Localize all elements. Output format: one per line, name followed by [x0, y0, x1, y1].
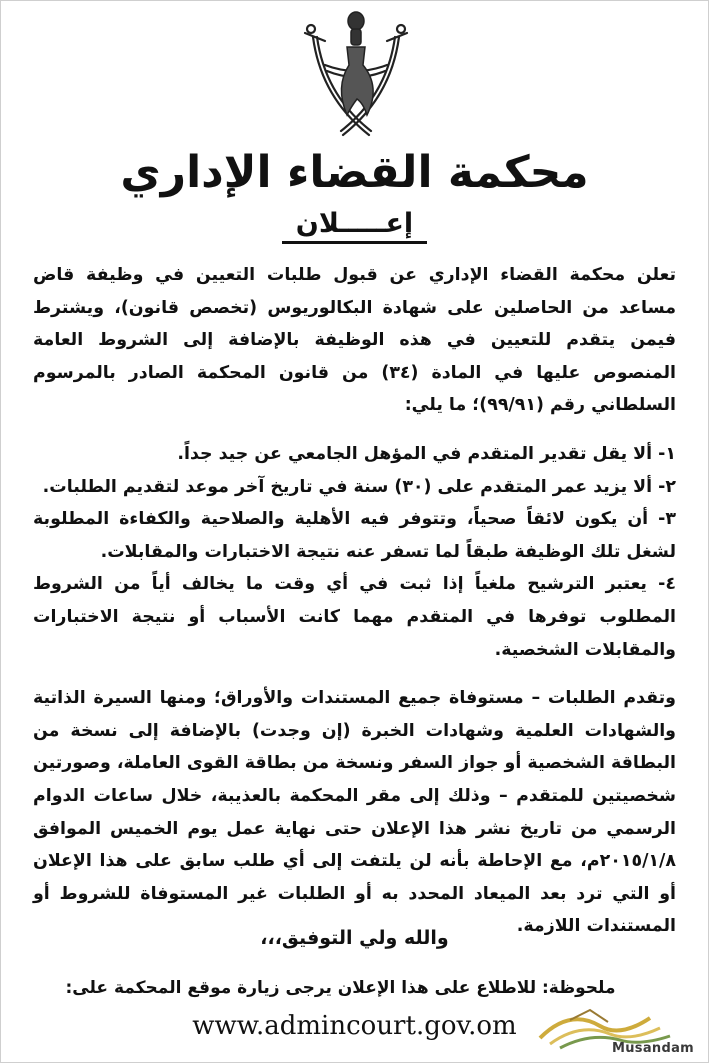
watermark-label: Musandam [612, 1041, 694, 1056]
condition-item: ٢- ألا يزيد عمر المتقدم على (٣٠) سنة في تاريخ آخر موعد لتقديم الطلبات. [42, 476, 676, 497]
intro-paragraph: تعلن محكمة القضاء الإداري عن قبول طلبات التعيين في وظيفة قاض مساعد من الحاصلين على شهادة البكالوريوس (تخصص قانون)، ويشترط فيمن يتقدم للتعيين في هذه الوظيفة بالإضافة إلى الشروط العامة المنصوص عليها في المادة (٣٤) من قانون المحكمة الصادر بالمرسوم السلطاني رقم (٩٩/٩١)؛ ما يلي: [33, 265, 676, 416]
closing-line: والله ولي التوفيق،،، [260, 927, 449, 949]
oman-khanjar-emblem-icon [291, 7, 421, 147]
website-link[interactable]: www.admincourt.gov.om [192, 1011, 517, 1041]
page-title: محكمة القضاء الإداري [120, 147, 589, 198]
announcement-heading [1, 206, 708, 242]
note-line: ملحوظة: للاطلاع على هذا الإعلان يرجى زيارة موقع المحكمة على: [65, 978, 616, 998]
submission-paragraph: وتقدم الطلبات – مستوفاة جميع المستندات والأوراق؛ ومنها السيرة الذاتية والشهادات العلمية وشهادات الخبرة (إن وجدت) بالإضافة إلى نسخة من البطاقة الشخصية أو جواز السفر ونسخة من بطاقة القوى العاملة، وصورتين شخصيتين للمتقدم – وذلك إلى مقر المحكمة بالعذيبة، خلال ساعات الدوام الرسمي من تاريخ نشر هذا الإعلان حتى نهاية عمل يوم الخميس الموافق ٢٠١٥/١/٨م، مع الإحاطة بأنه لن يلتفت إلى أي طلب سابق على هذا الإعلان أو التي ترد بعد الميعاد المحدد به أو الطلبات غير المستوفاة للشروط أو المستندات اللازمة. [33, 688, 676, 937]
announcement-heading-text: إعـــــلان [282, 208, 427, 244]
announcement-body [33, 259, 676, 943]
condition-item: ٣- أن يكون لائقاً صحياً، وتتوفر فيه الأهلية والصلاحية والكفاءة المطلوبة لشغل تلك الوظيفة طبقاً لما تسفر عنه نتيجة الاختبارات والمقابلات. [33, 509, 676, 562]
condition-item: ١- ألا يقل تقدير المتقدم في المؤهل الجامعي عن جيد جداً. [177, 443, 676, 464]
condition-item: ٤- يعتبر الترشيح ملغياً إذا ثبت في أي وقت ما يخالف أياً من الشروط المطلوب توفرها في المتقدم مهما كانت الأسباب أو نتيجة الاختبارات والمقابلات الشخصية. [33, 574, 676, 660]
